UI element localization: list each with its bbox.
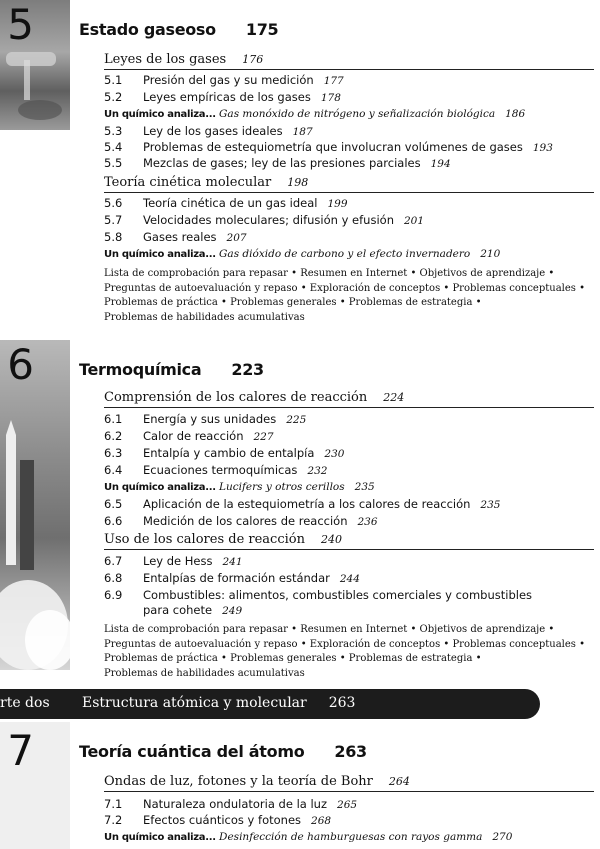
section-heading (104, 531, 594, 550)
chapter-title (79, 20, 278, 39)
toc-entry (104, 156, 451, 171)
chapter-number: 6 (7, 340, 34, 389)
feature-label: Un químico analiza... (104, 832, 216, 843)
review-line: Preguntas de autoevaluación y repaso • Exploración de conceptos • Problemas conceptuales • (104, 638, 585, 650)
toc-entry (104, 813, 331, 828)
entry-number: 6.8 (104, 571, 123, 585)
entry-number: 5.5 (104, 156, 123, 170)
chapter-title-text: Estado gaseoso (79, 20, 216, 39)
entry-text: Ley de los gases ideales (143, 124, 283, 138)
entry-number: 5.8 (104, 230, 123, 244)
entry-number: 6.6 (104, 514, 123, 528)
section-title: Uso de los calores de reacción (104, 532, 305, 547)
chapter-title (79, 742, 367, 761)
chemist-analyzes-entry (104, 107, 525, 122)
feature-text: Gas monóxido de nitrógeno y señalización biológica (219, 108, 496, 120)
toc-entry (104, 73, 344, 88)
entry-text: Problemas de estequiometría que involucran volúmenes de gases (143, 140, 523, 154)
entry-number: 6.5 (104, 497, 123, 511)
section-title: Leyes de los gases (104, 52, 227, 67)
entry-page: 230 (324, 448, 345, 460)
entry-text: Energía y sus unidades (143, 412, 277, 426)
entry-text: Combustibles: alimentos, combustibles comerciales y combustibles (143, 588, 533, 602)
review-list (104, 267, 600, 325)
entry-page: 186 (505, 108, 526, 120)
section-title: Ondas de luz, fotones y la teoría de Bohr (104, 774, 373, 789)
toc-entry (104, 140, 553, 155)
entry-page: 232 (307, 465, 328, 477)
entry-text: Teoría cinética de un gas ideal (143, 196, 318, 210)
entry-text: Mezclas de gases; ley de las presiones parciales (143, 156, 421, 170)
section-heading (104, 773, 594, 792)
entry-number: 7.1 (104, 797, 123, 811)
section-heading (104, 51, 594, 70)
review-line: Lista de comprobación para repasar • Resumen en Internet • Objetivos de aprendizaje • (104, 624, 555, 635)
feature-label: Un químico analiza... (104, 249, 216, 260)
feature-text: Gas dióxido de carbono y el efecto invernadero (219, 248, 471, 260)
toc-entry (104, 554, 243, 569)
section-heading (104, 174, 594, 193)
entry-number: 5.2 (104, 90, 123, 104)
entry-text: Gases reales (143, 230, 217, 244)
entry-text: Ley de Hess (143, 554, 213, 568)
entry-text: Presión del gas y su medición (143, 73, 314, 87)
entry-page: 193 (532, 142, 553, 154)
entry-text: Leyes empíricas de los gases (143, 90, 311, 104)
chapter-page: 175 (245, 20, 279, 39)
entry-page: 227 (253, 431, 274, 443)
entry-number: 5.4 (104, 140, 123, 154)
review-list (104, 623, 600, 681)
entry-page: 265 (337, 799, 358, 811)
review-line: Problemas de habilidades acumulativas (104, 667, 305, 679)
feature-text: Lucifers y otros cerillos (219, 481, 345, 493)
entry-text: Efectos cuánticos y fotones (143, 813, 302, 827)
review-line: Preguntas de autoevaluación y repaso • Exploración de conceptos • Problemas conceptuales • (104, 282, 585, 294)
entry-number: 5.6 (104, 196, 123, 210)
section-page: 224 (383, 391, 405, 404)
review-line: Problemas de práctica • Problemas generales • Problemas de estrategia • (104, 653, 482, 664)
entry-page: 268 (311, 815, 332, 827)
section-title: Comprensión de los calores de reacción (104, 390, 368, 405)
part-title (82, 695, 355, 711)
entry-text: Entalpías de formación estándar (143, 571, 330, 585)
section-heading (104, 389, 594, 408)
entry-page: 187 (292, 126, 313, 138)
entry-number: 6.4 (104, 463, 123, 477)
entry-text: Velocidades moleculares; difusión y efusión (143, 213, 394, 227)
toc-entry (104, 90, 341, 105)
toc-entry (104, 571, 360, 586)
chapter-page: 223 (231, 360, 264, 379)
entry-page: 177 (323, 75, 344, 87)
toc-entry (104, 429, 274, 444)
feature-label: Un químico analiza... (104, 109, 216, 120)
entry-number: 7.2 (104, 813, 123, 827)
chapter-number: 5 (7, 0, 34, 49)
entry-text: Naturaleza ondulatoria de la luz (143, 797, 328, 811)
review-line: Problemas de práctica • Problemas generales • Problemas de estrategia • (104, 297, 482, 308)
toc-entry (104, 446, 344, 461)
toc-entry (104, 497, 500, 512)
review-line: Problemas de habilidades acumulativas (104, 311, 305, 323)
feature-text: Desinfección de hamburguesas con rayos gamma (219, 831, 483, 843)
review-line: Lista de comprobación para repasar • Resumen en Internet • Objetivos de aprendizaje • (104, 268, 555, 279)
entry-page: 241 (222, 556, 243, 568)
toc-entry (104, 196, 348, 211)
entry-number: 5.1 (104, 73, 123, 87)
entry-page: 194 (430, 158, 451, 170)
section-page: 240 (320, 533, 342, 546)
entry-page: 270 (492, 831, 513, 843)
entry-text: Entalpía y cambio de entalpía (143, 446, 315, 460)
toc-entry (104, 588, 532, 602)
chapter-6-sidebar-image (0, 340, 70, 670)
entry-text: Ecuaciones termoquímicas (143, 463, 298, 477)
entry-page: 210 (480, 248, 501, 260)
section-title: Teoría cinética molecular (104, 175, 272, 190)
entry-page: 235 (354, 481, 375, 493)
part-page: 263 (328, 695, 356, 711)
toc-entry (104, 213, 424, 228)
toc-entry (104, 124, 313, 139)
toc-entry (104, 412, 306, 427)
entry-page: 249 (222, 605, 243, 617)
chemist-analyzes-entry (104, 830, 512, 845)
entry-page: 207 (226, 232, 247, 244)
section-page: 176 (242, 53, 264, 66)
entry-number: 6.3 (104, 446, 123, 460)
feature-label: Un químico analiza... (104, 482, 216, 493)
entry-number: 6.1 (104, 412, 123, 426)
entry-number: 5.3 (104, 124, 123, 138)
toc-entry (104, 463, 327, 478)
toc-entry (104, 514, 378, 529)
entry-page: 244 (339, 573, 360, 585)
entry-text: Medición de los calores de reacción (143, 514, 348, 528)
chapter-title (79, 360, 264, 379)
chapter-title-text: Teoría cuántica del átomo (79, 742, 305, 761)
entry-page: 225 (286, 414, 307, 426)
rocket-launch-photo-icon (0, 340, 70, 670)
entry-page: 178 (320, 92, 341, 104)
section-page: 264 (388, 775, 410, 788)
part-label: rte dos (0, 695, 50, 711)
entry-text: Aplicación de la estequiometría a los calores de reacción (143, 497, 471, 511)
entry-number: 6.9 (104, 588, 123, 602)
chemist-analyzes-entry (104, 247, 500, 262)
entry-number: 6.2 (104, 429, 123, 443)
chapter-page: 263 (334, 742, 367, 761)
chapter-number: 7 (7, 726, 34, 775)
chemist-analyzes-entry (104, 480, 375, 495)
entry-number: 5.7 (104, 213, 123, 227)
part-title-text: Estructura atómica y molecular (82, 695, 307, 711)
toc-entry (104, 230, 247, 245)
entry-page: 236 (357, 516, 378, 528)
chapter-title-text: Termoquímica (79, 360, 202, 379)
entry-text: Calor de reacción (143, 429, 244, 443)
entry-page: 199 (327, 198, 348, 210)
toc-entry-continued (104, 603, 242, 618)
section-page: 198 (287, 176, 309, 189)
toc-entry (104, 797, 357, 812)
entry-number: 6.7 (104, 554, 123, 568)
entry-page: 235 (480, 499, 501, 511)
entry-text: para cohete (143, 603, 213, 617)
entry-page: 201 (403, 215, 425, 227)
